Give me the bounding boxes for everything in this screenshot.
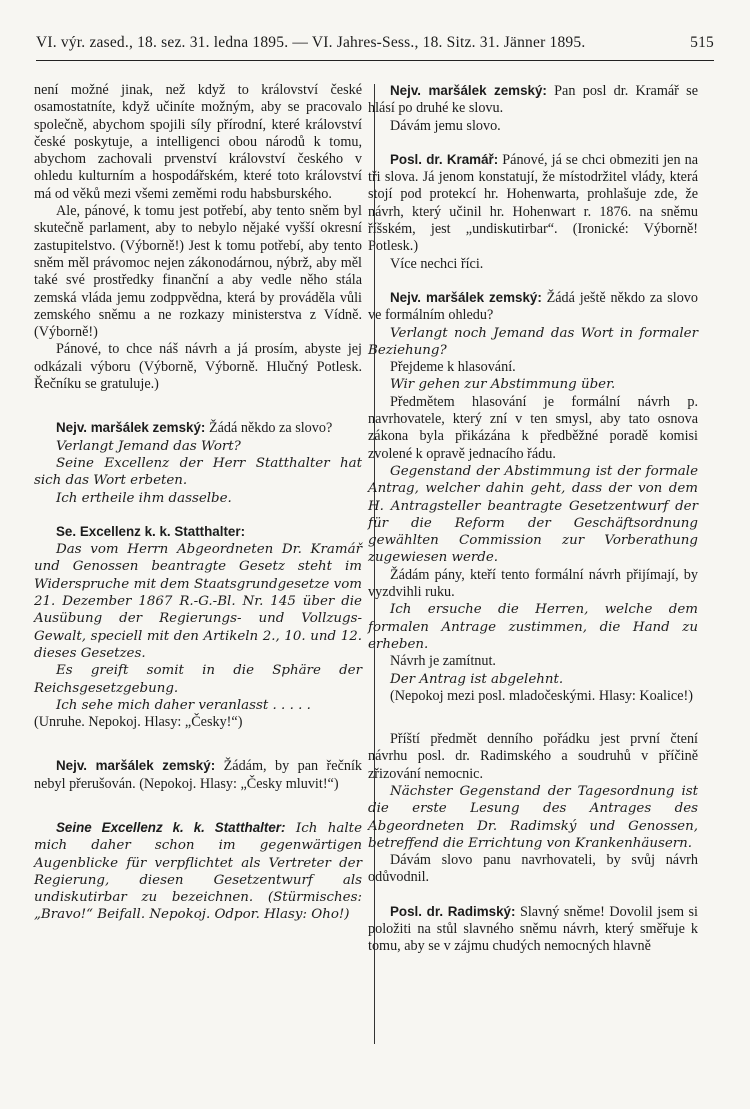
paragraph-text: Ich sehe mich daher veranlasst . . . . . xyxy=(56,697,311,713)
paragraph-text: Das vom Herrn Abgeordneten Dr. Kramář und Genossen beantragte Gesetz steht im Widerspruche mit dem Staatsgrundgesetze vom 21. Dezember 1867 R.-G.-Bl. Nr. 145 über die Ausübung der Regierungs- und Vollzugs-Gewalt, speciell mit den Artikeln 2., 10. und 12. dieses Gesetzes. xyxy=(34,542,362,661)
paragraph xyxy=(34,490,362,507)
right-column xyxy=(368,82,698,956)
header-title: VI. výr. zased., 18. sez. 31. ledna 1895. — VI. Jahres-Sess., 18. Sitz. 31. Jänner 1895. xyxy=(36,34,586,51)
paragraph-text: Es greift somit in die Sphäre der Reichsgesetzgebung. xyxy=(34,663,362,696)
paragraph xyxy=(368,783,698,852)
speaker-name: Nejv. maršálek zemský: xyxy=(390,289,542,305)
paragraph-text: Pan posl dr. Kramář se hlásí po druhé ke slovu. xyxy=(368,83,698,117)
paragraph xyxy=(368,671,698,688)
paragraph-text: Návrh je zamítnut. xyxy=(390,653,496,670)
paragraph xyxy=(368,653,698,670)
paragraph-text: Seine Excellenz der Herr Statthalter hat sich das Wort erbeten. xyxy=(34,455,362,489)
paragraph-text: Předmětem hlasování je formální návrh p. navrhovatele, který zní v ten smysl, aby tato osnova zákona byla přikázána k předběžné poradě komisi zvolené k opravě jednacího řádu. xyxy=(368,393,698,462)
paragraph-text: Příští předmět denního pořádku jest první čtení návrhu posl. dr. Radimského a soudruhů v příčině zřizování nemocnic. xyxy=(368,731,698,782)
paragraph-text: Pánové, já se chci obmeziti jen na tři slova. Já jenom konstatují, že místodržitel vlády, která stojí pod protekcí hr. Hohenwarta, prohlašuje zde, že návrh, který učinil hr. Hohenwart r. 1876. na sněmu říšském, jest „undiskutirbar“. (Ironické: Výborně! Potlesk.) xyxy=(368,151,698,255)
paragraph xyxy=(368,852,698,887)
paragraph xyxy=(368,151,698,256)
paragraph xyxy=(368,256,698,273)
speaker-name: Nejv. maršálek zemský: xyxy=(390,83,547,98)
paragraph xyxy=(34,697,362,714)
paragraph-text: Ich ertheile ihm dasselbe. xyxy=(56,490,232,506)
paragraph xyxy=(368,82,698,118)
paragraph-text: Wir gehen zur Abstimmung über. xyxy=(390,377,616,393)
page-number: 515 xyxy=(690,34,714,51)
paragraph-text: Žádám, by pan řečník nebyl přerušován. (Nepokoj. Hlasy: „Česky mluvit!“) xyxy=(34,758,362,792)
paragraph xyxy=(368,601,698,653)
paragraph-text: Dávám slovo panu navrhovateli, by svůj návrh odůvodnil. xyxy=(368,852,698,886)
paragraph-text: Nächster Gegenstand der Tagesordnung ist die erste Lesung des Antrages des Abgeordneten Dr. Radimský und Genossen, betreffend die Errichtung von Krankenhäusern. xyxy=(368,783,698,851)
paragraph xyxy=(34,714,362,731)
paragraph-text: Ich halte mich daher schon im gegenwärtigen Augenblicke für verpflichtet als Vertreter der Regierung, diesen Gesetzentwurf als undiskutirbar zu bezeichnen. (Stürmisches: „Bravo!“ Beifall. Nepokoj. Odpor. Hlasy: Oho!) xyxy=(34,820,362,923)
paragraph-text: Více nechci říci. xyxy=(390,255,484,272)
header-rule xyxy=(36,60,714,61)
paragraph xyxy=(368,903,698,956)
paragraph xyxy=(34,341,362,393)
paragraph-text: Gegenstand der Abstimmung ist der formale Antrag, welcher dahin geht, dass der von dem H. Antragsteller beantragte Gesetzentwurf der für die Reform der Geschäftsordnung gewählten Commission zur Vorberathung zugewiesen werde. xyxy=(368,463,698,566)
paragraph xyxy=(368,359,698,376)
paragraph xyxy=(34,757,362,793)
paragraph-text: (Unruhe. Nepokoj. Hlasy: „Česky!“) xyxy=(34,714,243,731)
paragraph xyxy=(34,455,362,490)
paragraph-text: Slavný sněme! Dovolil jsem si položiti na stůl slavného sněmu návrh, který směřuje k tomu, aby se v zájmu chudých nemocných hlavně xyxy=(368,903,698,955)
paragraph xyxy=(34,819,362,924)
speaker-name: Nejv. maršálek zemský: xyxy=(56,758,216,774)
speaker-name: Nejv. maršálek zemský: xyxy=(56,420,206,436)
paragraph-text: není možné jinak, než když to království české osamostatníte, když učiníte možným, aby se pracovalo společně, abychom spojili síly přírodní, které království české poskytuje, a intelligenci obou národů k tomu, abychom zachovali prvenství království českého v ohledu kulturním a hospodářském, které toto království má od věků mezi všemi zeměmi rodu habsburského. xyxy=(34,82,362,202)
paragraph-text: Ale, pánové, k tomu jest potřebí, aby tento sněm byl skutečně parlament, aby to nebylo nějaké vyšší okresní zastupitelstvo. (Výborně!) Jest k tomu potřebí, aby tento sněm měl právomoc nejen zákonodárnou, nýbrž, aby měl také své prostředky finanční a aby vedle něho stála zemská vláda jemu zodppvědna, která by prováděla vůli zemského sněmu a ne rozkazy ministerstva z Vídně. (Výborně!) xyxy=(34,203,362,341)
paragraph xyxy=(34,203,362,341)
paragraph-text: Verlangt noch Jemand das Wort in formaler Beziehung? xyxy=(368,325,698,358)
paragraph-text: Verlangt Jemand das Wort? xyxy=(56,438,241,454)
paragraph xyxy=(34,438,362,455)
paragraph xyxy=(34,541,362,662)
running-header xyxy=(36,34,714,58)
paragraph xyxy=(368,688,698,705)
paragraph-text: (Nepokoj mezi posl. mladočeskými. Hlasy: Koalice!) xyxy=(390,687,693,704)
paragraph xyxy=(368,567,698,602)
paragraph-text: Žádá ještě někdo za slovo ve formálním ohledu? xyxy=(368,289,698,324)
paragraph xyxy=(368,289,698,325)
paragraph xyxy=(34,662,362,697)
paragraph-text: Přejdeme k hlasování. xyxy=(390,359,516,376)
speaker-name: Se. Excellenz k. k. Statthalter: xyxy=(56,523,246,539)
paragraph-text: Pánové, to chce náš návrh a já prosím, abyste jej odkázali výboru (Výborně, Výborně. Hlučný Potlesk. Řečníku se gratuluje.) xyxy=(34,341,362,393)
paragraph xyxy=(34,82,362,203)
paragraph-text: Der Antrag ist abgelehnt. xyxy=(390,671,564,687)
speaker-name: Posl. dr. Radimský: xyxy=(390,903,516,919)
paragraph-text: Žádám pány, kteří tento formální návrh přijímají, by vyzdvihli ruku. xyxy=(368,566,698,601)
paragraph xyxy=(368,463,698,567)
paragraph xyxy=(34,523,362,541)
paragraph xyxy=(368,325,698,360)
speaker-name: Seine Excellenz k. k. Statthalter: xyxy=(56,819,286,835)
paragraph xyxy=(368,118,698,135)
paragraph xyxy=(368,731,698,783)
left-column xyxy=(34,82,362,924)
paragraph-text: Ich ersuche die Herren, welche dem formalen Antrage zustimmen, die Hand zu erheben. xyxy=(368,602,698,652)
paragraph xyxy=(34,419,362,437)
paragraph xyxy=(368,376,698,393)
speaker-name: Posl. dr. Kramář: xyxy=(390,151,499,167)
paragraph xyxy=(368,394,698,463)
paragraph-text: Žádá někdo za slovo? xyxy=(205,420,333,437)
paragraph-text: Dávám jemu slovo. xyxy=(390,117,501,134)
